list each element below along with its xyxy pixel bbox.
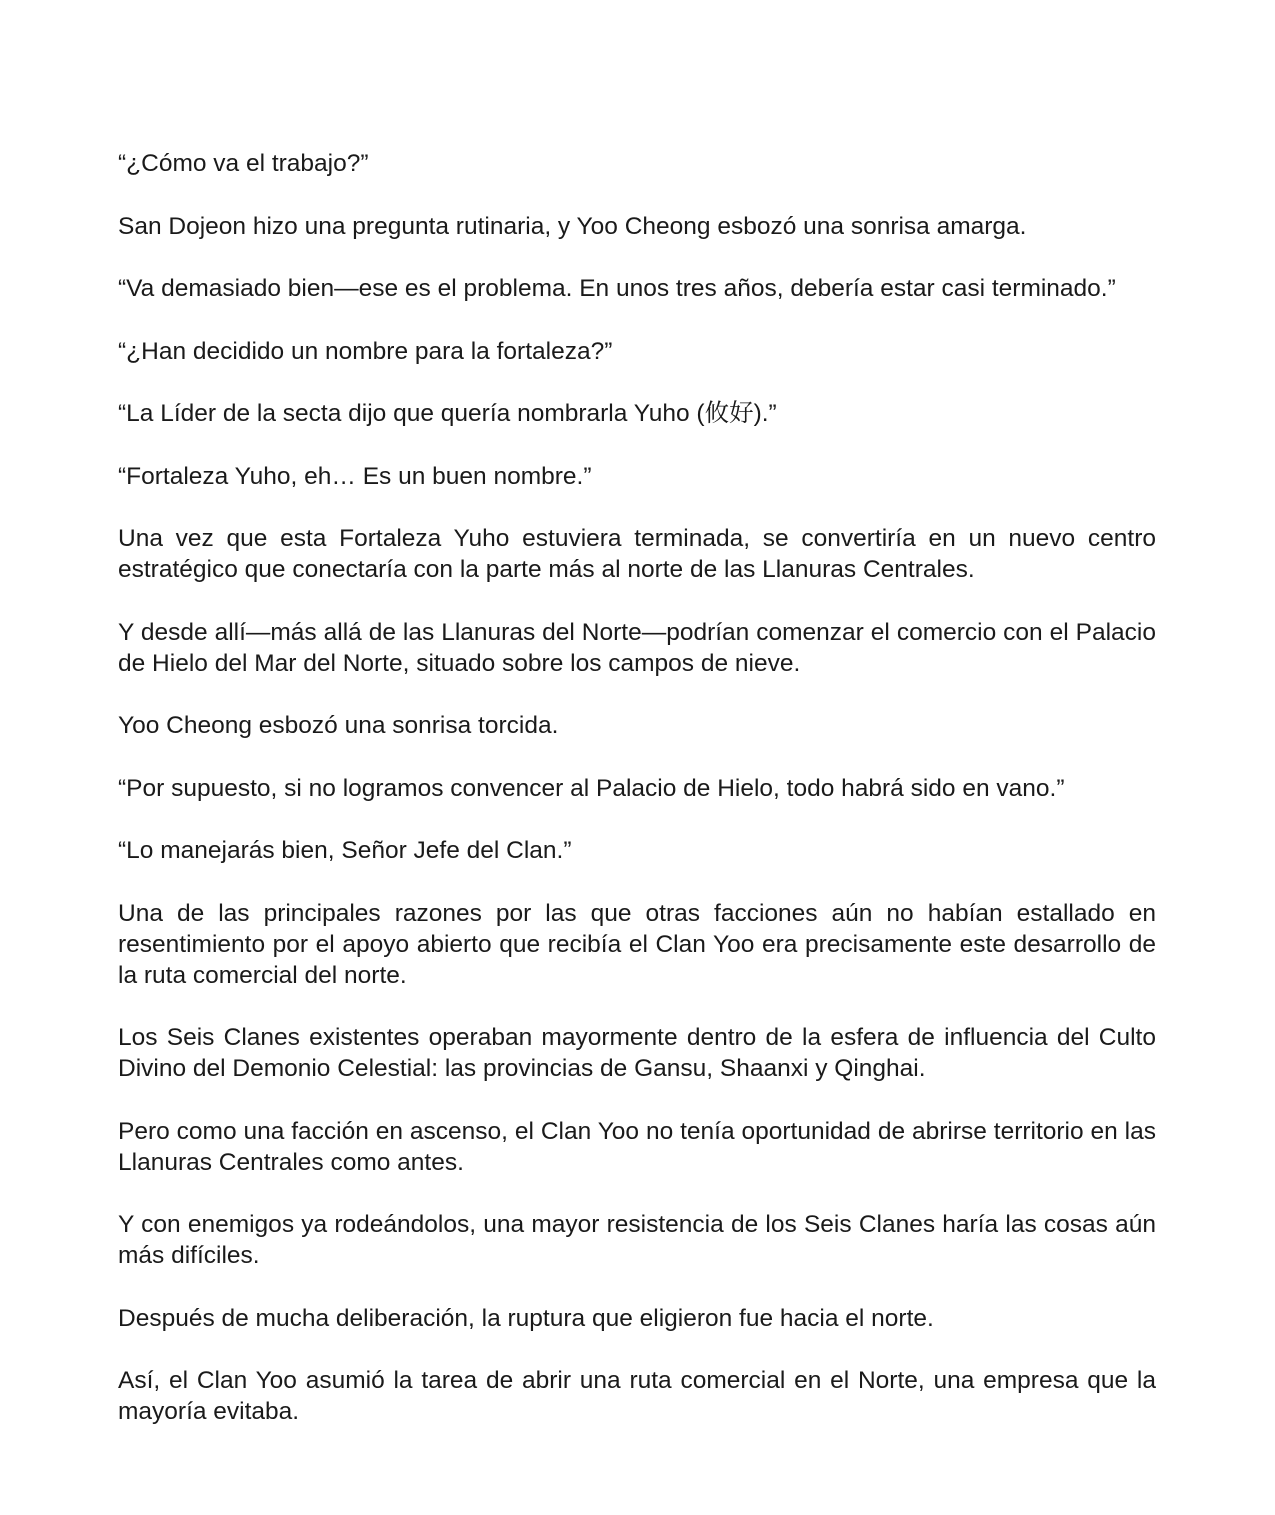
paragraph: “¿Cómo va el trabajo?” [118,150,369,177]
paragraph: “Por supuesto, si no logramos convencer al Palacio de Hielo, todo habrá sido en vano.” [118,774,1065,802]
paragraph: “Lo manejarás bien, Señor Jefe del Clan.” [118,837,572,864]
paragraph: San Dojeon hizo una pregunta rutinaria, y Yoo Cheong esbozó una sonrisa amarga. [118,212,1027,240]
paragraph: Los Seis Clanes existentes operaban mayormente dentro de la esfera de influencia del Culto Divino del Demonio Celestial: las provincias de Gansu, Shaanxi y Qinghai. [118,1024,1156,1082]
paragraph: Una vez que esta Fortaleza Yuho estuviera terminada, se convertiría en un nuevo centro estratégico que conectaría con la parte más al norte de las Llanuras Centrales. [118,525,1156,583]
paragraph: “La Líder de la secta dijo que quería nombrarla Yuho (攸好).” [118,400,777,427]
document-body [118,148,1156,1459]
paragraph: “¿Han decidido un nombre para la fortaleza?” [118,337,613,365]
paragraph: “Fortaleza Yuho, eh… Es un buen nombre.” [118,462,592,490]
paragraph: Y con enemigos ya rodeándolos, una mayor resistencia de los Seis Clanes haría las cosas aún más difíciles. [118,1211,1156,1269]
paragraph: Una de las principales razones por las que otras facciones aún no habían estallado en resentimiento por el apoyo abierto que recibía el Clan Yoo era precisamente este desarrollo de la ruta comercial del norte. [118,899,1156,989]
paragraph: Yoo Cheong esbozó una sonrisa torcida. [118,712,559,739]
paragraph: Pero como una facción en ascenso, el Clan Yoo no tenía oportunidad de abrirse territorio en las Llanuras Centrales como antes. [118,1117,1156,1176]
paragraph: Después de mucha deliberación, la ruptura que eligieron fue hacia el norte. [118,1304,934,1332]
paragraph: Así, el Clan Yoo asumió la tarea de abrir una ruta comercial en el Norte, una empresa que la mayoría evitaba. [118,1367,1156,1425]
paragraph: “Va demasiado bien—ese es el problema. En unos tres años, debería estar casi terminado.” [118,275,1116,302]
paragraph: Y desde allí—más allá de las Llanuras del Norte—podrían comenzar el comercio con el Palacio de Hielo del Mar del Norte, situado sobre los campos de nieve. [118,618,1156,677]
